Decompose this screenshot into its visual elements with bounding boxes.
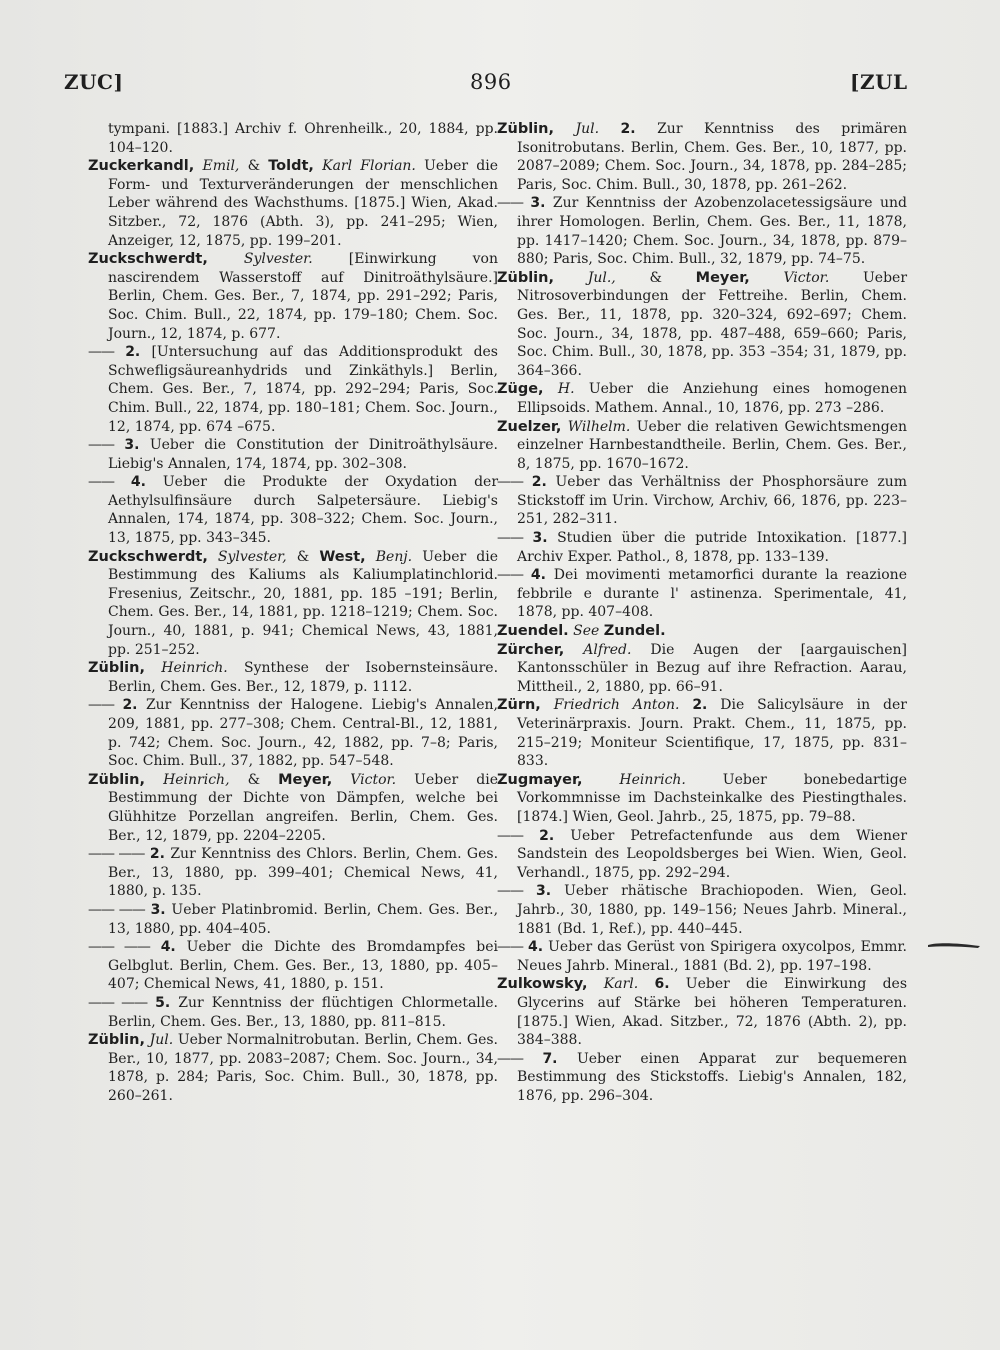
- ditto-dash: —— ——: [88, 994, 148, 1011]
- bibliography-entry: [88, 157, 498, 250]
- entry-number: 2.: [692, 697, 708, 714]
- bibliography-entry: [497, 269, 907, 381]
- entry-text: Ueber die Bestimmung des Kaliums als Kaliumplatinchlorid. Fresenius, Zeitschr., 20, 1881, pp. 185 –191; Berlin, Chem. Ges. Ber., 14, 1881, pp. 1218–1219; Chem. Soc. Journ., 40, 1881, p. 941; Chemical News, 43, 1881, pp. 251–252.: [108, 548, 498, 658]
- ditto-dash: ——: [497, 530, 523, 547]
- bibliography-entry: [497, 566, 907, 622]
- bibliography-entry: [88, 473, 498, 547]
- author-surname: Zürcher,: [497, 641, 565, 658]
- entry-text: Zur Kenntniss der flüchtigen Chlormetalle. Berlin, Chem. Ges. Ber., 13, 1880, pp. 811–815.: [108, 994, 498, 1030]
- author-surname: Züblin,: [88, 1032, 145, 1049]
- author-given-name: Friedrich Anton.: [553, 697, 680, 714]
- entry-number: 4.: [530, 567, 546, 584]
- ditto-dash: ——: [497, 474, 523, 491]
- entry-number: 2.: [620, 121, 636, 137]
- bibliography-entry: [497, 641, 907, 697]
- entry-text: Zur Kenntniss der Azobenzolacetessigsäure und ihrer Homologen. Berlin, Chem. Ges. Ber., 11, 1878, pp. 1417–1420; Chem. Soc. Journ., 34, 1878, pp. 879–880; Paris, Soc. Chim. Bull., 32, 1879, pp. 74–75.: [517, 195, 908, 268]
- bibliography-entry: [497, 622, 907, 641]
- author-surname: Zuckerkandl,: [88, 158, 195, 175]
- entry-number: 2.: [125, 344, 141, 361]
- author-given-name: Emil,: [202, 158, 240, 175]
- entry-text: Ueber rhätische Brachiopoden. Wien, Geol. Jahrb., 30, 1880, pp. 149–156; Neues Jahrb. Mineral., 1881 (Bd. 1, Ref.), pp. 440–445.: [517, 883, 908, 937]
- entry-text: [Einwirkung von nascirendem Wasserstoff auf Dinitroäthylsäure.] Berlin, Chem. Ges. Ber., 7, 1874, pp. 291–292; Paris, Soc. Chim. Bull., 22, 1874, pp. 179–180; Chem. Soc. Journ., 12, 1874, p. 677.: [108, 251, 498, 342]
- bibliography-entry: [88, 994, 498, 1031]
- bibliography-entry: [497, 529, 907, 566]
- bibliography-entry: [88, 696, 498, 770]
- author-given-name: Jul.,: [587, 269, 616, 286]
- coauthor-surname: Meyer,: [278, 771, 333, 788]
- ditto-dash: ——: [88, 474, 114, 491]
- bibliography-entry: [497, 194, 907, 268]
- author-given-name: Jul.: [149, 1032, 174, 1049]
- bibliography-entry: [88, 548, 498, 660]
- ditto-dash: ——: [88, 437, 114, 454]
- bibliography-entry: [497, 418, 907, 474]
- entry-text: Ueber die Dichte des Bromdampfes bei Gelbglut. Berlin, Chem. Ges. Ber., 13, 1880, pp. 405–407; Chemical News, 41, 1880, p. 151.: [108, 939, 499, 993]
- entry-number: 3.: [530, 195, 546, 212]
- entry-text: Ueber Normalnitrobutan. Berlin, Chem. Ges. Ber., 10, 1877, pp. 2083–2087; Chem. Soc. Journ., 34, 1878, p. 284; Paris, Soc. Chim. Bull., 30, 1878, pp. 260–261.: [108, 1032, 498, 1104]
- bibliography-entry: [497, 771, 907, 827]
- entry-number: 2.: [149, 846, 165, 863]
- page-number: 896: [470, 70, 512, 94]
- entry-number: 3.: [150, 901, 166, 918]
- author-given-name: Jul.: [575, 121, 600, 137]
- entry-text: Ueber die Form- und Texturveränderungen der menschlichen Leber während des Wachsthums. [1875.] Wien, Akad. Sitzber., 72, 1876 (Abth. 3), pp. 241–295; Wien, Anzeiger, 12, 1875, pp. 199–201.: [108, 158, 499, 249]
- right-column: [497, 120, 907, 1105]
- ditto-dash: ——: [497, 827, 523, 844]
- entry-text: Die Salicylsäure in der Veterinärpraxis. Journ. Prakt. Chem., 11, 1875, pp. 215–219; Moniteur Scientifique, 17, 1875, pp. 831–833.: [517, 697, 907, 770]
- entry-text: Die Augen der [aargauischen] Kantonsschüler in Bezug auf ihre Refraction. Aarau, Mittheil., 2, 1880, pp. 66–91.: [517, 641, 908, 695]
- coauthor-surname: Toldt,: [268, 158, 314, 175]
- entry-text: Ueber Platinbromid. Berlin, Chem. Ges. Ber., 13, 1880, pp. 404–405.: [108, 901, 499, 937]
- ditto-dash: ——: [497, 567, 523, 584]
- author-surname: Züblin,: [497, 269, 554, 286]
- running-head-right: [ZUL: [850, 70, 908, 94]
- author-surname: Zuckschwerdt,: [88, 251, 208, 268]
- author-surname: Züblin,: [497, 121, 554, 137]
- bibliography-entry: [497, 975, 907, 1049]
- author-surname: Züblin,: [88, 660, 145, 677]
- entry-continuation: tympani. [1883.] Archiv f. Ohrenheilk., 20, 1884, pp. 104–120.: [108, 121, 498, 156]
- coauthor-given-name: Benj.: [375, 548, 413, 565]
- entry-text: [Untersuchung auf das Additionsprodukt des Schwefligsäureanhydrids und Zinkäthyls.] Berlin, Chem. Ges. Ber., 7, 1874, pp. 292–294; Paris, Soc. Chim. Bull., 22, 1874, pp. 180–181; Chem. Soc. Journ., 12, 1874, pp. 674 –675.: [108, 344, 498, 435]
- entry-text: Ueber die Constitution der Dinitroäthylsäure. Liebig's Annalen, 174, 1874, pp. 302–308.: [108, 437, 499, 472]
- entry-number: 3.: [532, 530, 548, 547]
- running-head-left: ZUC]: [64, 70, 124, 94]
- author-surname: Züblin,: [88, 771, 145, 788]
- entry-text: Studien über die putride Intoxikation. [1877.] Archiv Exper. Pathol., 8, 1878, pp. 133–139.: [517, 530, 908, 565]
- author-surname: Zürn,: [497, 697, 541, 714]
- author-ampersand: &: [247, 771, 261, 788]
- ditto-dash: ——: [497, 1050, 523, 1067]
- entry-text: Ueber einen Apparat zur bequemeren Bestimmung des Stickstoffs. Liebig's Annalen, 182, 1876, pp. 296–304.: [517, 1050, 907, 1104]
- entry-number: 2.: [539, 827, 555, 844]
- coauthor-surname: Zundel.: [603, 623, 666, 640]
- entry-text: Synthese der Isobernsteinsäure. Berlin, Chem. Ges. Ber., 12, 1879, p. 1112.: [108, 660, 499, 695]
- bibliography-entry: [88, 250, 498, 343]
- author-ampersand: &: [649, 269, 662, 286]
- bibliography-entry: [88, 901, 498, 938]
- bibliography-entry: [88, 845, 498, 901]
- entry-number: 4.: [160, 939, 176, 956]
- coauthor-given-name: Victor.: [783, 269, 830, 286]
- entry-text: Ueber Nitrosoverbindungen der Fettreihe. Berlin, Chem. Ges. Ber., 11, 1878, pp. 320–324, 692–697; Chem. Soc. Journ., 34, 1878, pp. 487–488, 659–660; Paris, Soc. Chim. Bull., 30, 1878, pp. 353 –354; 31, 1879, pp. 364–366.: [517, 269, 908, 379]
- margin-ink-mark: [928, 940, 980, 950]
- bibliography-entry: [88, 436, 498, 473]
- author-given-name: Heinrich.: [161, 660, 228, 677]
- entry-text: Ueber die Einwirkung des Glycerins auf Stärke bei höheren Temperaturen. [1875.] Wien, Akad. Sitzber., 72, 1876 (Abth. 2), pp. 384–388.: [517, 976, 908, 1049]
- coauthor-given-name: Victor.: [350, 771, 397, 788]
- see-reference: See: [573, 623, 600, 640]
- ditto-dash: ——: [88, 344, 114, 361]
- entry-number: 2.: [122, 697, 138, 714]
- bibliography-entry: [497, 827, 907, 883]
- entry-number: 5.: [155, 994, 171, 1011]
- author-given-name: Sylvester,: [217, 548, 287, 565]
- ditto-dash: —— ——: [88, 901, 145, 918]
- author-given-name: Heinrich,: [163, 771, 230, 788]
- entry-text: Ueber die relativen Gewichtsmengen einzelner Harnbestandtheile. Berlin, Chem. Ges. Ber., 8, 1875, pp. 1670–1672.: [517, 418, 907, 472]
- ditto-dash: ——: [497, 939, 523, 956]
- author-given-name: H.: [557, 381, 575, 398]
- bibliography-entry: [497, 1050, 907, 1106]
- entry-text: Zur Kenntniss des primären Isonitrobutans. Berlin, Chem. Ges. Ber., 10, 1877, pp. 2087–2089; Chem. Soc. Journ., 34, 1878, pp. 284–285; Paris, Soc. Chim. Bull., 30, 1878, pp. 261–262.: [517, 121, 908, 193]
- author-surname: Zulkowsky,: [497, 976, 588, 993]
- entry-number: 2.: [531, 474, 547, 491]
- entry-number: 4.: [528, 939, 544, 956]
- coauthor-given-name: Karl Florian.: [322, 158, 416, 175]
- ditto-dash: ——: [497, 195, 523, 212]
- author-given-name: Karl.: [603, 976, 639, 993]
- entry-text: Ueber bonebedartige Vorkommnisse im Dachsteinkalke des Piestingthales. [1874.] Wien, Geol. Jahrb., 25, 1875, pp. 79–88.: [517, 771, 908, 825]
- entry-number: 4.: [130, 474, 146, 491]
- author-surname: Züge,: [497, 381, 544, 398]
- bibliography-entry: [88, 771, 498, 845]
- entry-text: Ueber die Produkte der Oxydation der Aethylsulfinsäure durch Salpetersäure. Liebig's Annalen, 174, 1874, pp. 308–322; Chem. Soc. Journ., 13, 1875, pp. 343–345.: [108, 474, 499, 547]
- coauthor-surname: Meyer,: [695, 269, 750, 286]
- bibliography-entry: [497, 882, 907, 938]
- author-given-name: Alfred.: [583, 641, 632, 658]
- bibliography-entry: [88, 938, 498, 994]
- entry-text: Zur Kenntniss des Chlors. Berlin, Chem. Ges. Ber., 13, 1880, pp. 399–401; Chemical News, 41, 1880, p. 135.: [108, 846, 499, 900]
- author-ampersand: &: [296, 548, 310, 565]
- entry-number: 6.: [654, 976, 670, 993]
- bibliography-entry: [88, 659, 498, 696]
- entry-text: Ueber die Anziehung eines homogenen Ellipsoids. Mathem. Annal., 10, 1876, pp. 273 –286.: [517, 381, 907, 416]
- bibliography-entry: [88, 1031, 498, 1105]
- bibliography-entry: [497, 120, 907, 194]
- ditto-dash: —— ——: [88, 939, 150, 956]
- author-surname: Zuendel.: [497, 623, 569, 640]
- left-column: [88, 120, 498, 1105]
- entry-number: 3.: [536, 883, 552, 900]
- entry-text: Ueber Petrefactenfunde aus dem Wiener Sandstein des Leopoldsberges bei Wien. Wien, Geol. Verhandl., 1875, pp. 292–294.: [517, 827, 908, 881]
- ditto-dash: —— ——: [88, 846, 145, 863]
- author-given-name: Sylvester.: [243, 251, 313, 268]
- bibliography-entry: [497, 938, 907, 975]
- coauthor-surname: West,: [319, 548, 366, 565]
- bibliography-entry: [88, 120, 498, 157]
- entry-text: Dei movimenti metamorfici durante la reazione febbrile e durante l' astinenza. Sperimentale, 41, 1878, pp. 407–408.: [517, 567, 907, 621]
- entry-text: Ueber das Gerüst von Spirigera oxycolpos, Emmr. Neues Jahrb. Mineral., 1881 (Bd. 2), pp. 197–198.: [517, 939, 907, 974]
- entry-text: Zur Kenntniss der Halogene. Liebig's Annalen, 209, 1881, pp. 277–308; Chem. Central-Bl., 12, 1881, p. 742; Chem. Soc. Journ., 42, 1882, pp. 7–8; Paris, Soc. Chim. Bull., 37, 1882, pp. 547–548.: [108, 697, 499, 770]
- entry-number: 7.: [542, 1050, 558, 1067]
- entry-text: Ueber die Bestimmung der Dichte von Dämpfen, welche bei Glühhitze Porzellan angreifen. Berlin, Chem. Ges. Ber., 12, 1879, pp. 2204–2205.: [108, 771, 498, 844]
- bibliography-entry: [497, 696, 907, 770]
- author-given-name: Wilhelm.: [567, 418, 631, 435]
- ditto-dash: ——: [88, 697, 114, 714]
- entry-number: 3.: [124, 437, 140, 454]
- author-ampersand: &: [247, 158, 261, 175]
- bibliography-entry: [497, 380, 907, 417]
- bibliography-entry: [497, 473, 907, 529]
- bibliography-entry: [88, 343, 498, 436]
- author-surname: Zuelzer,: [497, 418, 562, 435]
- author-given-name: Heinrich.: [619, 771, 686, 788]
- ditto-dash: ——: [497, 883, 523, 900]
- author-surname: Zugmayer,: [497, 771, 583, 788]
- entry-text: Ueber das Verhältniss der Phosphorsäure zum Stickstoff im Urin. Virchow, Archiv, 66, 1876, pp. 223–251, 282–311.: [517, 474, 907, 528]
- author-surname: Zuckschwerdt,: [88, 548, 208, 565]
